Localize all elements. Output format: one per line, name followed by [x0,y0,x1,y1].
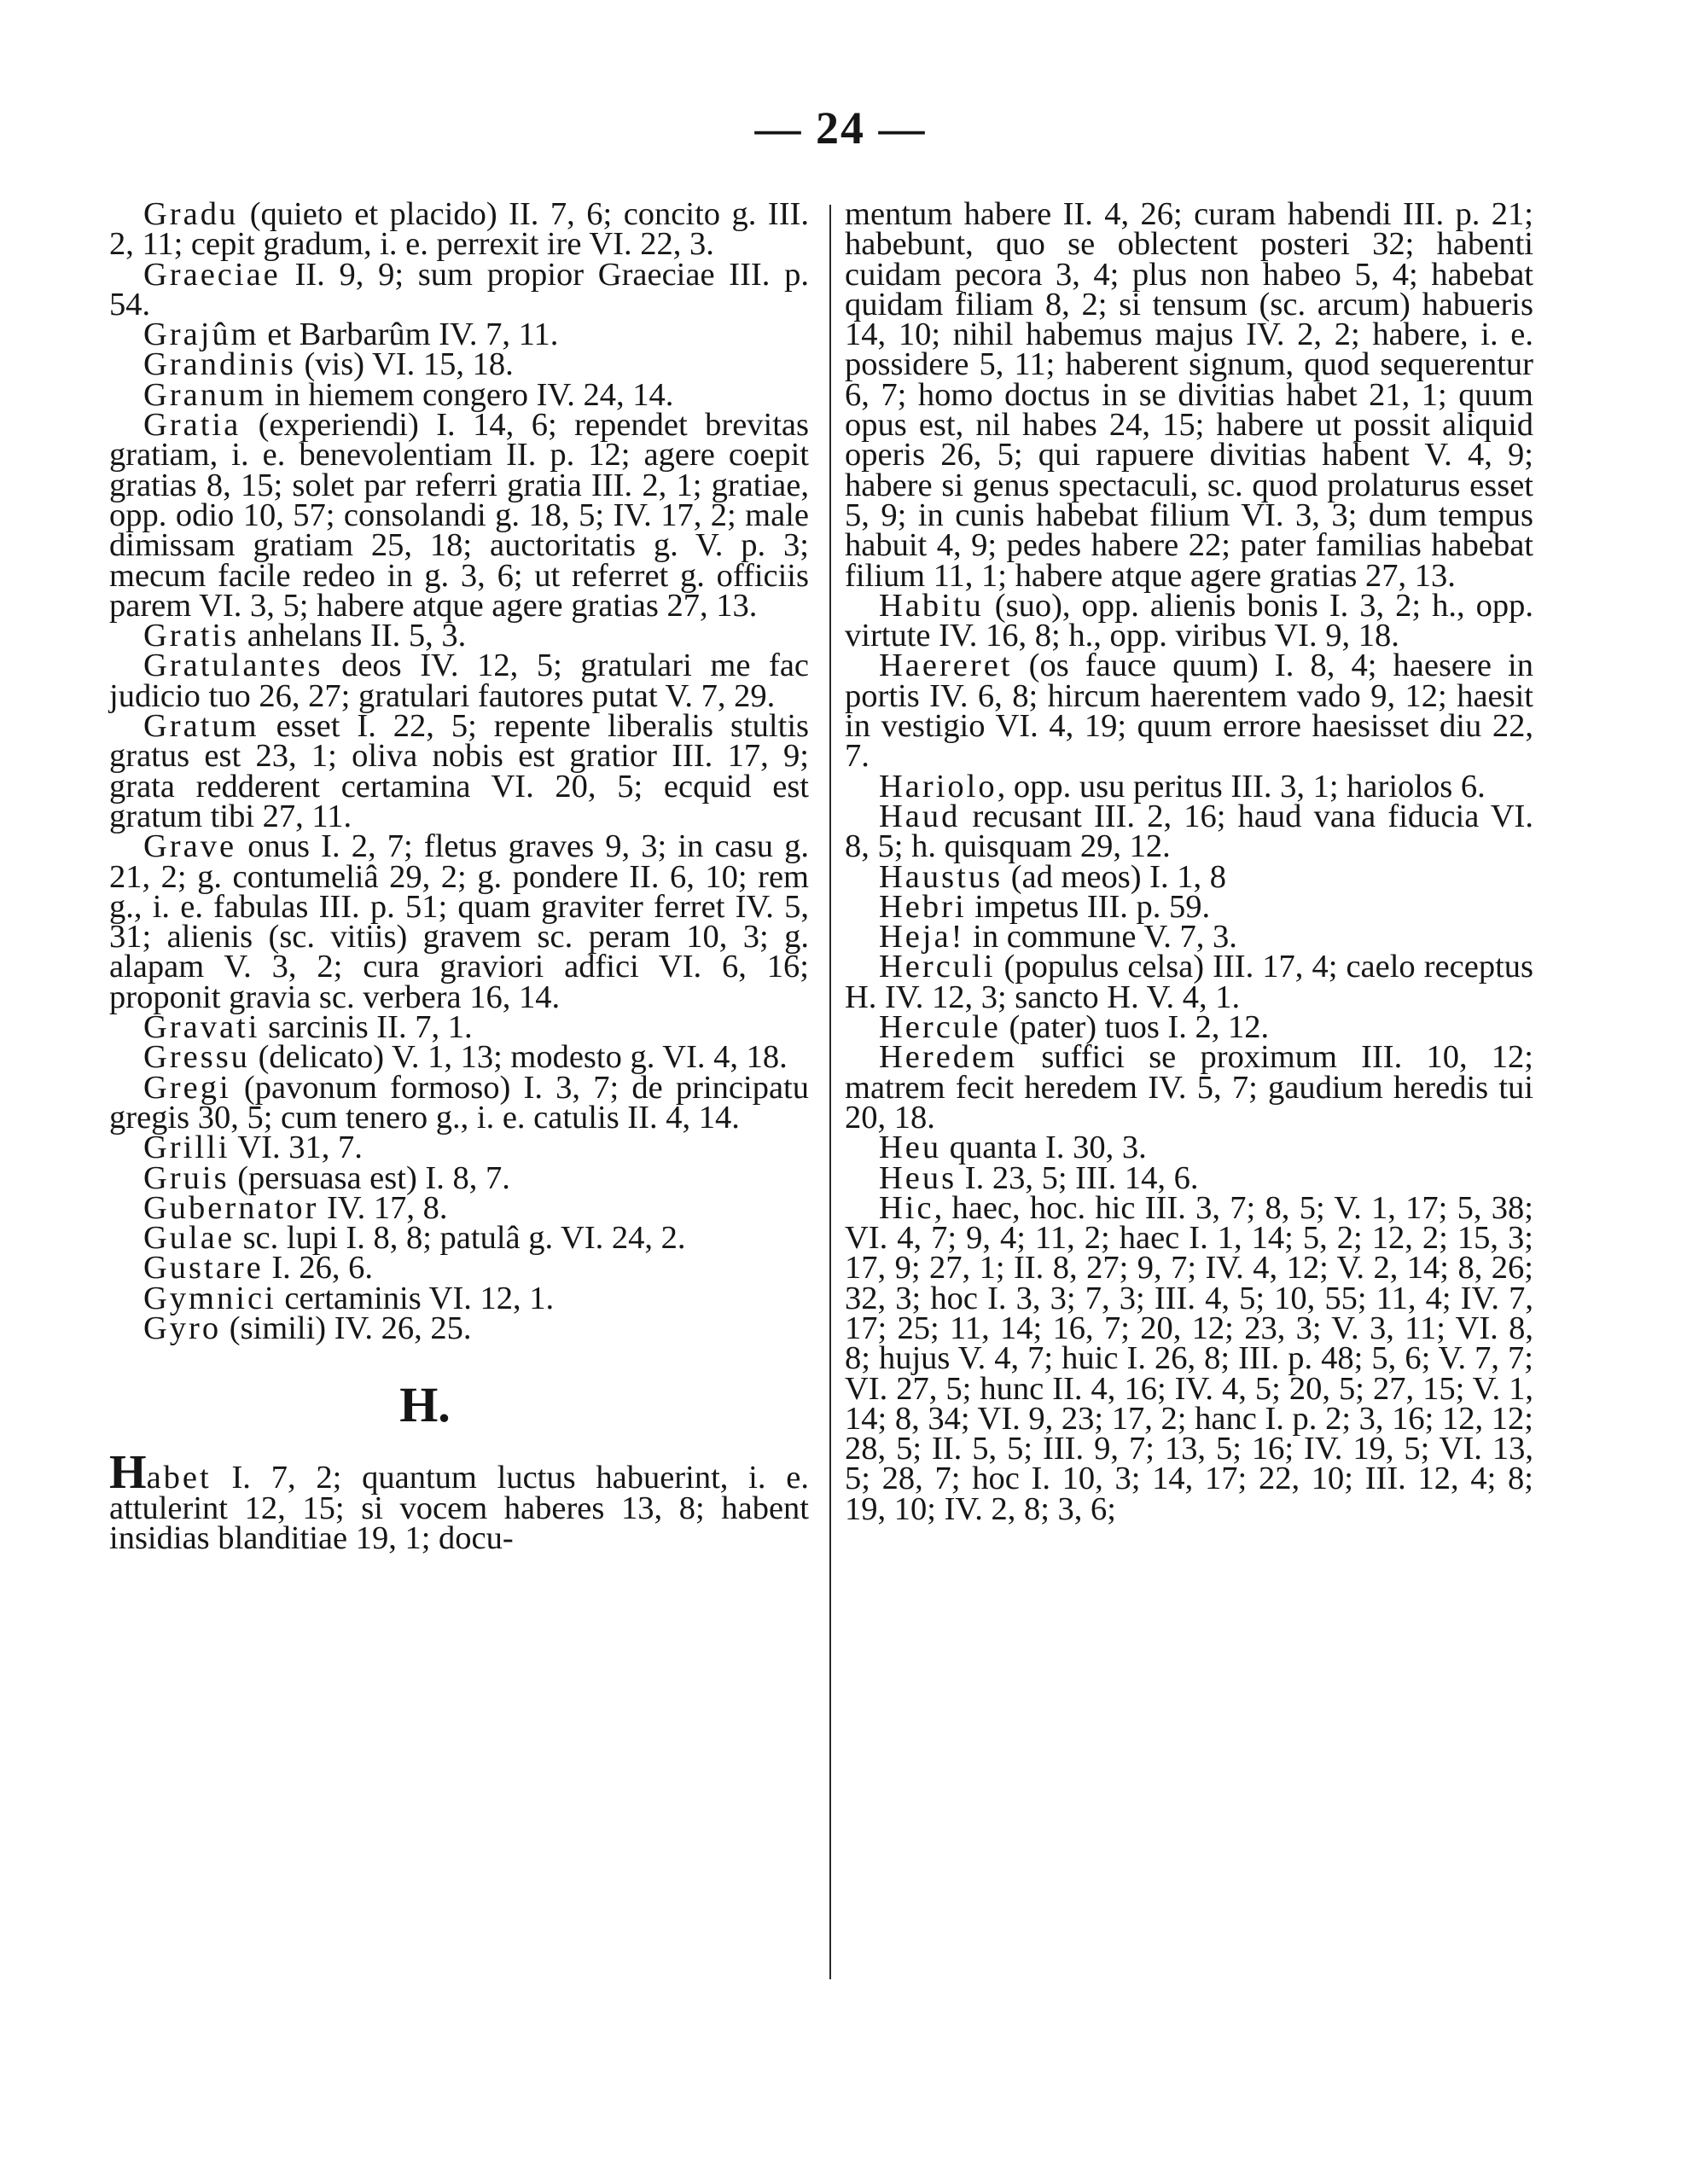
left-column [109,196,809,1556]
index-entry [845,768,1533,804]
entry-keyword: Hebri [879,888,967,925]
entry-text: II. 9, 9; sum propior Graeciae III. p. 54. [109,256,809,322]
entry-keyword: Gradu [143,196,239,232]
entry-text: in hiemem congero IV. 24, 14. [266,376,674,413]
entry-text: et Barbarûm IV. 7, 11. [259,317,559,353]
entry-text: mentum habere II. 4, 26; curam habendi III. p. 21; habebunt, quo se oblectent posteri 32; habenti cuidam pecora 3, 4; plus non habeo 5, 4; habebat quidam filiam 8, 2; si tensum (sc. arcum) habueris 14, 10; nihil habemus majus IV. 2, 2; habere, i. e. possidere 5, 11; haberent signum, quod sequerentur 6, 7; homo doctus in se divitias habet 21, 1; quum opus est, nil habes 24, 15; habere ut possit aliquid operis 26, 5; qui rapuere divitias habent V. 4, 9; habere si genus spectaculi, sc. quod prolaturus esset 5, 9; in cunis habebat filium VI. 3, 3; dum tempus habuit 4, 9; pedes habere 22; pater familias habebat filium 11, 1; habere atque agere gratias 27, 13. [845,196,1533,594]
entry-text: IV. 17, 8. [318,1189,448,1226]
index-entry [109,1310,809,1346]
index-entry [845,1159,1533,1196]
index-entry [109,346,809,383]
entry-text: (pavonum formoso) I. 3, 7; de principatu gregis 30, 5; cum tenero g., i. e. catulis II. 4, 14. [109,1069,809,1136]
entry-text: onus I. 2, 7; fletus graves 9, 3; in casu g. 21, 2; g. contumeliâ 29, 2; g. pondere II. 6, 10; rem g., i. e. fabulas III. p. 51; quam graviter ferret IV. 5, 31; alienis (sc. vitiis) gravem sc. peram 10, 3; g. alapam V. 3, 2; cura graviori adfici VI. 6, 16; proponit gravia sc. verbera 16, 14. [109,828,809,1015]
entry-keyword: Graeciae [143,256,281,293]
index-entry [845,919,1533,956]
entry-keyword: Hariolo [879,768,998,804]
index-entry [109,648,809,714]
entry-text: (experiendi) I. 14, 6; rependet brevitas gratiam, i. e. benevolentiam II. p. 12; agere coepit gratias 8, 15; solet par referri gratia III. 2, 1; gratiae, opp. odio 10, 57; consolandi g. 18, 5; IV. 17, 2; male dimissam gratiam 25, 18; auctoritatis g. V. p. 3; mecum facile redeo in g. 3, 6; ut referret g. officiis parem VI. 3, 5; habere atque agere gratias 27, 13. [109,407,809,624]
entry-text: (populus celsa) III. 17, 4; caelo receptus H. IV. 12, 3; sancto H. V. 4, 1. [845,949,1533,1015]
index-entry [109,708,809,834]
entry-keyword: Hercule [879,1009,1001,1046]
entry-keyword: Gratulantes [143,648,323,684]
index-entry [109,1039,809,1076]
index-entry [109,1189,809,1226]
index-entry [845,888,1533,925]
entry-keyword: Grilli [143,1130,230,1166]
entry-text: (vis) VI. 15, 18. [295,346,514,383]
entry-text: (ad meos) I. 1, 8 [1003,858,1227,895]
entry-keyword: Grandinis [143,346,296,383]
index-entry [109,256,809,322]
right-column [845,196,1533,1527]
entry-text: I. 7, 2; quantum luctus habuerint, i. e. attulerint 12, 15; si vocem haberes 13, 8; habent insidias blanditiae 19, 1; docu- [109,1460,809,1556]
entry-text: esset I. 22, 5; repente liberalis stultis gratus est 23, 1; oliva nobis est gratior III. 17, 9; grata redderent certamina VI. 20, 5; ecquid est gratum tibi 27, 11. [109,708,809,834]
entry-text: , opp. usu peritus III. 3, 1; hariolos 6. [997,768,1486,804]
entry-text: (quieto et placido) II. 7, 6; concito g. III. 2, 11; cepit gradum, i. e. perrexit ire VI. 22, 3. [109,196,809,263]
index-entry-continuation [845,196,1533,594]
index-entry [109,828,809,1015]
entry-text: (os fauce quum) I. 8, 4; haesere in portis IV. 6, 8; hircum haerentem vado 9, 12; haesit in vestigio VI. 4, 19; quum errore haesisset diu 22, 7. [845,648,1533,775]
entry-text: suffici se proximum III. 10, 12; matrem fecit heredem IV. 5, 7; gaudium heredis tui 20, 18. [845,1039,1533,1136]
entry-keyword: Gulae [143,1220,235,1257]
entry-text: recusant III. 2, 16; haud vana fiducia VI. 8, 5; h. quisquam 29, 12. [845,798,1533,865]
entry-text: I. 23, 5; III. 14, 6. [957,1159,1199,1196]
index-entry [845,1039,1533,1136]
entry-text: VI. 31, 7. [230,1130,363,1166]
index-entry [845,798,1533,865]
entry-text: (persuasa est) I. 8, 7. [229,1159,510,1196]
entry-keyword: Haustus [879,858,1003,895]
entry-text: (simili) IV. 26, 25. [221,1310,472,1346]
entry-text: sc. lupi I. 8, 8; patulâ g. VI. 24, 2. [234,1220,686,1257]
index-entry [109,1446,809,1556]
index-entry [109,1069,809,1136]
entry-keyword: Gregi [143,1069,231,1106]
entry-text: , haec, hoc. hic III. 3, 7; 8, 5; V. 1, 17; 5, 38; VI. 4, 7; 9, 4; 11, 2; haec I. 1, 14; 5, 2; 12, 2; 15, 3; 17, 9; 27, 1; II. 8, 27; 9, 7; IV. 4, 12; V. 2, 14; 8, 26; 32, 3; hoc I. 3, 3; 7, 3; III. 4, 5; 10, 55; 11, 4; IV. 7, 17; 25; 11, 14; 16, 7; 20, 12; 23, 3; V. 3, 11; VI. 8, 8; hujus V. 4, 7; huic I. 26, 8; III. p. 48; 5, 6; V. 7, 7; VI. 27, 5; hunc II. 4, 16; IV. 4, 5; 20, 5; 27, 15; V. 1, 14; 8, 34; VI. 9, 23; 17, 2; hanc I. p. 2; 3, 16; 12, 12; 28, 5; II. 5, 5; III. 9, 7; 13, 5; 16; IV. 19, 5; VI. 13, 5; 28, 7; hoc I. 10, 3; 14, 17; 22, 10; III. 12, 4; 8; 19, 10; IV. 2, 8; 3, 6; [845,1189,1533,1527]
entry-keyword: abet [146,1460,212,1496]
index-entry [109,1130,809,1166]
index-entry [845,858,1533,895]
index-entry [109,1250,809,1287]
entry-text: deos IV. 12, 5; gratulari me fac judicio tuo 26, 27; gratulari fautores putat V. 7, 29. [109,648,809,714]
entry-keyword: Heus [879,1159,957,1196]
index-entry [109,1009,809,1046]
entry-keyword: Heja! [879,919,965,956]
entry-keyword: Gyro [143,1310,222,1346]
entry-keyword: Gratia [143,407,241,444]
section-heading: H. [399,1377,451,1433]
entry-keyword: Haereret [879,648,1013,684]
entry-keyword: Hic [879,1189,934,1226]
index-entry [109,1159,809,1196]
index-entry [109,1220,809,1257]
entry-text: impetus III. p. 59. [966,888,1211,925]
entry-keyword: Habitu [879,587,984,624]
entry-text: certaminis VI. 12, 1. [276,1280,555,1316]
entry-text: anhelans II. 5, 3. [239,618,467,654]
page-number: — 24 — [754,102,927,154]
index-entry [845,1189,1533,1527]
entry-keyword: Gustare [143,1250,264,1287]
entry-text: (pater) tuos I. 2, 12. [1000,1009,1270,1046]
index-entry [109,376,809,413]
entry-keyword: Gressu [143,1039,250,1076]
index-entry [845,1130,1533,1166]
entry-keyword: Gravati [143,1009,260,1046]
entry-keyword: Heredem [879,1039,1018,1076]
entry-keyword: Gymnici [143,1280,276,1316]
entry-keyword: Gubernator [143,1189,319,1226]
index-entry [845,587,1533,654]
entry-keyword: Gruis [143,1159,230,1196]
index-entry [109,317,809,353]
column-divider [829,205,831,1979]
index-entry [109,1280,809,1316]
entry-text: I. 26, 6. [263,1250,374,1287]
index-entry [845,1009,1533,1046]
entry-text: sarcinis II. 7, 1. [259,1009,473,1046]
entry-text: (suo), opp. alienis bonis I. 3, 2; h., opp. virtute IV. 16, 8; h., opp. viribus VI. 9, 18. [845,587,1533,654]
index-entry [109,407,809,624]
entry-text: quanta I. 30, 3. [941,1130,1147,1166]
index-entry [109,618,809,654]
entry-keyword: Gratum [143,708,259,745]
entry-keyword: Grave [143,828,237,865]
index-entry [109,196,809,263]
entry-keyword: Granum [143,376,267,413]
entry-keyword: Haud [879,798,961,834]
entry-text: in commune V. 7, 3. [964,919,1237,956]
drop-cap-letter: H [109,1446,147,1500]
entry-keyword: Gratis [143,618,240,654]
entry-keyword: Heu [879,1130,942,1166]
index-entry [845,949,1533,1015]
index-entry [845,648,1533,775]
entry-text: (delicato) V. 1, 13; modesto g. VI. 4, 18. [249,1039,788,1076]
entry-keyword: Grajûm [143,317,259,353]
entry-keyword: Herculi [879,949,996,985]
